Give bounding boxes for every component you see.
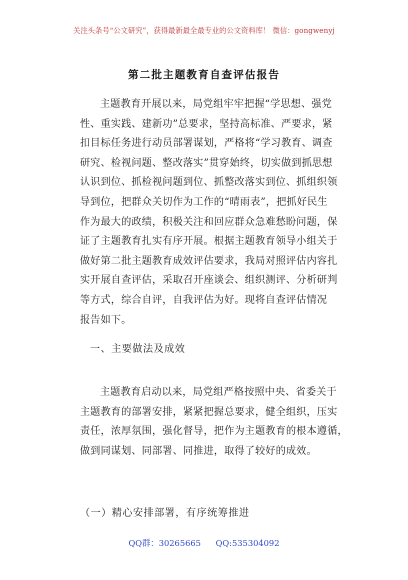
paragraph-line: 性、重实践、建新功”总要求，坚持高标准、严要求，紧 (80, 118, 333, 130)
section-paragraph (80, 383, 348, 461)
paragraph-line: 责任，浓厚氛围，强化督导，把作为主题教育的根本遵循， (80, 426, 348, 438)
paragraph-line: 等方式，综合自评，自我评估为好。现将自查评估情况 (80, 294, 328, 306)
section-heading-1 (80, 340, 185, 355)
subsection-number: （一） (80, 508, 112, 519)
paragraph-line: 证了主题教育扎实有序开展。根据主题教育领导小组关于 (80, 236, 338, 248)
section-number: 一、 (90, 344, 112, 355)
paragraph-line: 主题教育开展以来，局党组牢牢把握“学思想、强党 (100, 99, 333, 110)
paragraph-line: 导到位，把群众关切作为工作的“晴雨表”，把抓好民生 (80, 196, 328, 208)
qq-number-text: QQ:535304092 (215, 538, 280, 548)
intro-paragraph (80, 95, 340, 330)
subsection-heading (80, 504, 250, 519)
paragraph-line: 认识到位、抓检视问题到位、抓整改落实到位、抓组织领 (80, 177, 338, 189)
paragraph-line: 主题教育启动以来，局党组严格按照中央、省委关于 (100, 387, 337, 398)
paragraph-line: 实开展自查评估，采取召开座谈会、组织测评、分析研判 (80, 275, 338, 287)
paragraph-line: 作为最大的政绩，积极关注和回应群众急难愁盼问题，保 (80, 216, 338, 228)
paragraph-line: 做到同谋划、同部署、同推进，取得了较好的成效。 (80, 445, 317, 457)
subsection-heading-text: 精心安排部署，有序统筹推进 (111, 508, 250, 519)
paragraph-line: 扣目标任务进行动员部署谋划，严格将“学习教育、调查 (80, 138, 333, 150)
paragraph-line: 研究、检视问题、整改落实”贯穿始终，切实做到抓思想 (80, 157, 333, 169)
section-heading-text: 主要做法及成效 (111, 344, 186, 355)
paragraph-line: 主题教育的部署安排，紧紧把握总要求，健全组织，压实 (80, 406, 338, 418)
qq-group-text: QQ群：30265665 (128, 538, 201, 548)
paragraph-line: 做好第二批主题教育成效评估要求，我局对照评估内容扎 (80, 255, 338, 267)
paragraph-line: 报告如下。 (80, 314, 132, 326)
promo-banner: 关注头条号“公文研究”，获得最新最全最专业的公文资料库！ 微信：gongwenyj (73, 26, 335, 35)
contact-footer (0, 537, 408, 549)
document-title: 第二批主题教育自查评估报告 (127, 69, 281, 81)
